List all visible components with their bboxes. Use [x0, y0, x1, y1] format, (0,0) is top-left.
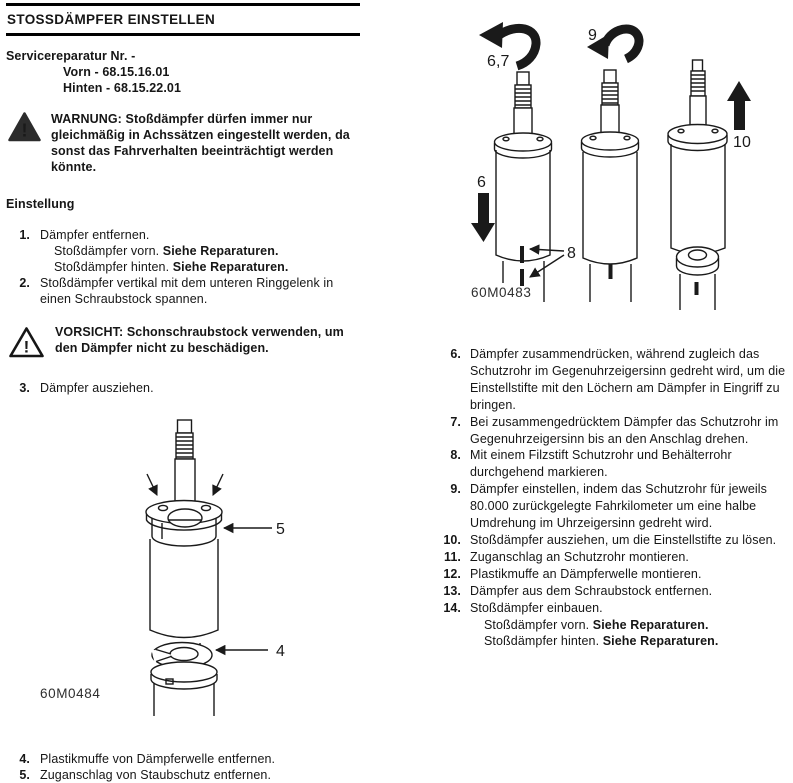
step-text-part: Stoßdämpfer ausziehen, um die Einstellstifte zu lösen. — [470, 532, 777, 547]
step-text — [470, 583, 792, 600]
label-6: 6 — [477, 174, 486, 191]
step-number: 6. — [450, 347, 461, 361]
step-text — [40, 767, 360, 783]
step-text-emphasis: Siehe Reparaturen. — [162, 244, 279, 258]
step-item — [441, 414, 792, 448]
step-number: 10. — [443, 532, 461, 547]
step-text — [470, 414, 792, 448]
damper-body — [150, 539, 218, 638]
service-repair-label: Servicereparatur Nr. - — [6, 49, 136, 63]
step-item — [441, 346, 792, 414]
extend-up-arrow-icon — [727, 81, 751, 130]
step-text — [470, 532, 792, 549]
part-label-5: 5 — [276, 521, 285, 538]
label-8: 8 — [567, 245, 576, 262]
step-number: 14. — [443, 600, 461, 615]
step-text-part: Plastikmuffe an Dämpferwelle montieren. — [470, 566, 702, 581]
step-number: 11. — [444, 549, 461, 564]
step-text-part: Stoßdämpfer hinten. — [54, 260, 173, 274]
step-text-part: Zuganschlag an Schutzrohr montieren. — [470, 549, 689, 564]
figure-shock-disassembly — [0, 398, 360, 720]
step-subline — [470, 633, 792, 650]
step-number: 9. — [450, 482, 461, 497]
caution-text: VORSICHT: Schonschraubstock verwenden, um den Dämpfer nicht zu beschädigen. — [55, 325, 344, 355]
part-label-4: 4 — [276, 643, 285, 660]
svg-text:!: ! — [23, 337, 30, 357]
absorber-adjusting — [582, 70, 639, 302]
steps-list-6-14 — [441, 346, 792, 650]
step-item — [6, 380, 360, 396]
step-text-part: Stoßdämpfer hinten. — [484, 634, 603, 649]
felt-pen-mark — [520, 246, 524, 263]
step-text — [470, 447, 792, 481]
compress-down-arrow-icon — [471, 193, 495, 242]
step-subline — [40, 259, 360, 275]
step-item — [6, 751, 360, 767]
step-text-emphasis: Siehe Reparaturen. — [172, 260, 289, 274]
steps-list-4-5 — [6, 751, 360, 783]
step-text-emphasis: Siehe Reparaturen. — [602, 634, 719, 649]
steps-list-1-2 — [6, 227, 360, 307]
step-text-part: Dämpfer ausziehen. — [40, 381, 154, 395]
caution-triangle-icon — [8, 326, 45, 363]
step-text-part: Dämpfer zusammendrücken, während zugleich das Schutzrohr im Gegenuhrzeigersinn gedreht wird, um die Einstellstifte mit den Löchern am Dämpfer in Eingriff zu bringen. — [470, 347, 786, 412]
step-text-emphasis: Siehe Reparaturen. — [592, 617, 709, 632]
step-text-part: Bei zusammengedrücktem Dämpfer das Schutzrohr im Gegenuhrzeigersinn bis an den Anschlag drehen. — [470, 414, 779, 446]
hole-pointer-arrow-icon — [147, 474, 157, 495]
step-text — [470, 481, 792, 532]
step-number: 4. — [19, 752, 30, 766]
service-repair-block — [6, 48, 360, 96]
felt-pen-mark — [520, 269, 524, 286]
step-text — [40, 380, 360, 396]
service-repair-front: Vorn - 68.15.16.01 — [63, 65, 170, 79]
step-number: 7. — [450, 414, 461, 429]
caution-note — [6, 324, 360, 364]
step-text-part: Stoßdämpfer vorn. — [54, 244, 163, 258]
step-text-part: Dämpfer entfernen. — [40, 228, 150, 242]
step-text-part: Plastikmuffe von Dämpferwelle entfernen. — [40, 752, 276, 766]
label-10: 10 — [733, 134, 751, 151]
step-text-part: Zuganschlag von Staubschutz entfernen. — [40, 768, 272, 782]
step-text-part: Stoßdämpfer einbauen. — [470, 600, 603, 615]
step-text-part: Stoßdämpfer vorn. — [484, 617, 593, 632]
label-6-7: 6,7 — [487, 53, 510, 70]
step-text — [470, 346, 792, 414]
absorber-extended — [668, 60, 727, 310]
figure-caption-60M0484: 60M0484 — [40, 686, 101, 701]
step-text-part: Dämpfer aus dem Schraubstock entfernen. — [470, 583, 713, 598]
piston-rod — [175, 420, 195, 506]
step-number: 2. — [19, 276, 30, 290]
lower-damper-cap — [151, 662, 217, 716]
step-text — [40, 751, 360, 767]
step-item — [6, 275, 360, 307]
step-number: 12. — [443, 566, 461, 581]
step-number: 5. — [19, 768, 30, 782]
step-text — [470, 549, 792, 566]
step-number: 8. — [450, 448, 461, 463]
step-item — [6, 227, 360, 275]
warning-triangle-icon — [8, 112, 41, 146]
step-item — [6, 767, 360, 783]
step-item — [441, 583, 792, 600]
step-item — [441, 549, 792, 566]
step-text-part: Stoßdämpfer vertikal mit dem unteren Ringgelenk in einen Schraubstock spannen. — [40, 276, 334, 306]
step-item — [441, 481, 792, 532]
hole-pointer-arrow-icon — [213, 474, 223, 495]
figure-caption-60M0483: 60M0483 — [471, 285, 532, 300]
service-repair-rear: Hinten - 68.15.22.01 — [63, 81, 182, 95]
step-text — [470, 566, 792, 583]
label-9: 9 — [588, 27, 597, 44]
step-text — [40, 275, 360, 307]
warning-text: WARNUNG: Stoßdämpfer dürfen immer nur gleichmäßig in Achssätzen eingestellt werden, da sonst das Fahrverhalten beeinträchtigt werden könnte. — [51, 112, 350, 174]
step-subline — [40, 243, 360, 259]
section-heading-einstellung: Einstellung — [6, 197, 75, 211]
step-item — [441, 447, 792, 481]
step-subline — [470, 617, 792, 634]
step-item — [441, 600, 792, 651]
absorber-compressed — [495, 72, 552, 302]
steps-list-3 — [6, 380, 360, 396]
step-number: 3. — [19, 381, 30, 395]
step-text-part: Mit einem Filzstift Schutzrohr und Behälterrohr durchgehend markieren. — [470, 448, 732, 480]
step-item — [441, 532, 792, 549]
step-number: 13. — [443, 583, 461, 598]
warning-note — [6, 111, 360, 175]
figure-shock-adjustment — [433, 0, 793, 320]
rebound-stop-ring — [146, 501, 222, 547]
svg-text:!: ! — [21, 120, 28, 141]
step-item — [441, 566, 792, 583]
step-text — [470, 600, 792, 651]
step-number: 1. — [19, 228, 30, 242]
title-rule-bottom — [6, 33, 360, 36]
step-text — [40, 227, 360, 275]
step-text-part: Dämpfer einstellen, indem das Schutzrohr für jeweils 80.000 zurückgelegte Fahrkilometer um eine halbe Umdrehung im Uhrzeigersinn gedreht wird. — [470, 482, 767, 531]
left-column — [6, 0, 360, 396]
page-title: STOSSDÄMPFER EINSTELLEN — [7, 12, 216, 27]
